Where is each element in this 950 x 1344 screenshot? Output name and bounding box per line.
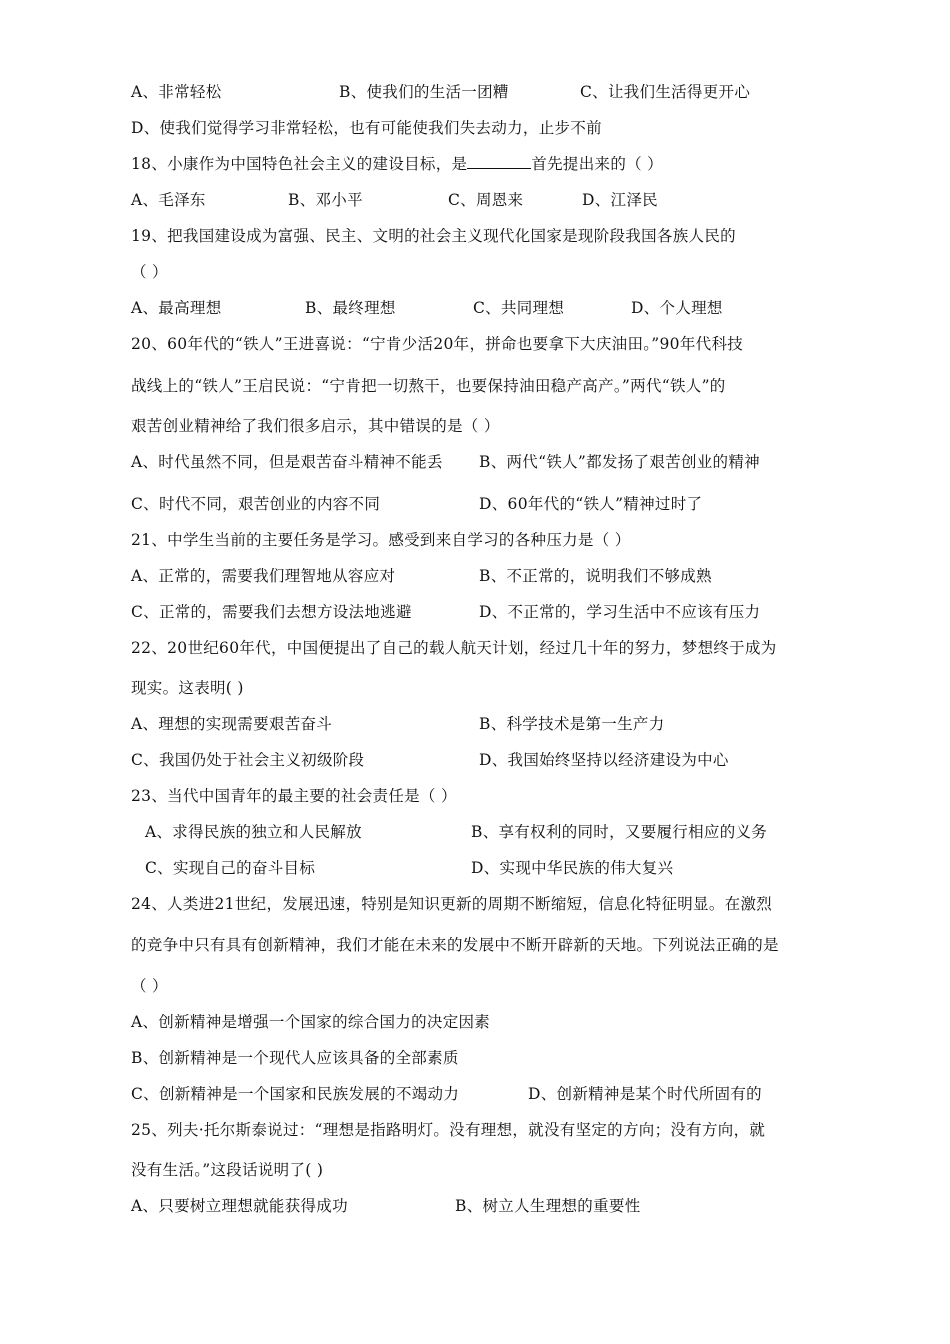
q19-option-b: B、最终理想: [305, 299, 396, 317]
q23-option-a: A、求得民族的独立和人民解放: [145, 823, 362, 841]
q20-stem-line3: 艰苦创业精神给了我们很多启示，其中错误的是（ ）: [131, 417, 500, 435]
q24-option-c: C、创新精神是一个国家和民族发展的不竭动力: [131, 1085, 460, 1103]
q20-option-c: C、时代不同，艰苦创业的内容不同: [131, 495, 381, 513]
q17-option-a: A、非常轻松: [131, 83, 222, 101]
q25-stem-line1: 25、列夫·托尔斯泰说过：“理想是指路明灯。没有理想，就没有坚定的方向；没有方向，就: [131, 1121, 766, 1139]
q18-stem-start: 18、小康作为中国特色社会主义的建设目标，是: [131, 155, 468, 173]
q22-option-b: B、科学技术是第一生产力: [479, 715, 665, 733]
q24-option-d: D、创新精神是某个时代所固有的: [528, 1085, 762, 1103]
q17-option-c: C、让我们生活得更开心: [580, 83, 751, 101]
q18-blank: [467, 154, 531, 169]
q19-option-a: A、最高理想: [131, 299, 222, 317]
q19-option-d: D、个人理想: [631, 299, 723, 317]
q18-option-c: C、周恩来: [448, 191, 524, 209]
q18-stem: [131, 154, 822, 174]
q18-option-a: A、毛泽东: [131, 191, 206, 209]
q20-option-d: D、60年代的“铁人”精神过时了: [479, 495, 703, 513]
q17-option-b: B、使我们的生活一团糟: [339, 83, 509, 101]
q19-option-c: C、共同理想: [473, 299, 565, 317]
q20-option-a: A、时代虽然不同，但是艰苦奋斗精神不能丢: [131, 453, 443, 471]
q25-option-a: A、只要树立理想就能获得成功: [131, 1197, 348, 1215]
q20-stem-line1: 20、60年代的“铁人”王进喜说：“宁肯少活20年，拼命也要拿下大庆油田。”90年代科技: [131, 335, 744, 353]
q18-stem-end: 首先提出来的（ ）: [531, 155, 663, 173]
q24-option-b: B、创新精神是一个现代人应该具备的全部素质: [131, 1049, 459, 1067]
q18-option-d: D、江泽民: [582, 191, 658, 209]
q25-stem-line2: 没有生活。”这段话说明了( ): [131, 1161, 324, 1179]
q22-stem-line1: 22、20世纪60年代，中国便提出了自己的载人航天计划，经过几十年的努力，梦想终于成为: [131, 639, 777, 657]
q17-option-d: D、使我们觉得学习非常轻松，也有可能使我们失去动力，止步不前: [131, 119, 602, 137]
q25-option-b: B、树立人生理想的重要性: [455, 1197, 641, 1215]
q21-option-c: C、正常的，需要我们去想方设法地逃避: [131, 603, 412, 621]
q22-option-c: C、我国仍处于社会主义初级阶段: [131, 751, 365, 769]
q19-stem-line2: （ ）: [131, 263, 168, 281]
q23-option-b: B、享有权利的同时，又要履行相应的义务: [471, 823, 768, 841]
q23-option-c: C、实现自己的奋斗目标: [145, 859, 316, 877]
q21-option-d: D、不正常的，学习生活中不应该有压力: [479, 603, 761, 621]
q24-stem-line1: 24、人类进21世纪，发展迅速，特别是知识更新的周期不断缩短，信息化特征明显。在激烈: [131, 895, 773, 913]
q21-option-a: A、正常的，需要我们理智地从容应对: [131, 567, 396, 585]
q20-stem-line2: 战线上的“铁人”王启民说：“宁肯把一切熬干，也要保持油田稳产高产。”两代“铁人”的: [131, 377, 726, 395]
q22-option-a: A、理想的实现需要艰苦奋斗: [131, 715, 333, 733]
q22-stem-line2: 现实。这表明( ): [131, 679, 244, 697]
q24-stem-line3: （ ）: [131, 977, 168, 995]
q22-option-d: D、我国始终坚持以经济建设为中心: [479, 751, 729, 769]
q21-option-b: B、不正常的，说明我们不够成熟: [479, 567, 712, 585]
q21-stem: 21、中学生当前的主要任务是学习。感受到来自学习的各种压力是（ ）: [131, 531, 631, 549]
q24-stem-line2: 的竞争中只有具有创新精神，我们才能在未来的发展中不断开辟新的天地。下列说法正确的是: [131, 936, 779, 954]
q23-option-d: D、实现中华民族的伟大复兴: [471, 859, 674, 877]
q18-option-b: B、邓小平: [288, 191, 363, 209]
q20-option-b: B、两代“铁人”都发扬了艰苦创业的精神: [479, 453, 760, 471]
q24-option-a: A、创新精神是增强一个国家的综合国力的决定因素: [131, 1013, 491, 1031]
q23-stem: 23、当代中国青年的最主要的社会责任是（ ）: [131, 787, 457, 805]
q19-stem-line1: 19、把我国建设成为富强、民主、文明的社会主义现代化国家是现阶段我国各族人民的: [131, 227, 736, 245]
